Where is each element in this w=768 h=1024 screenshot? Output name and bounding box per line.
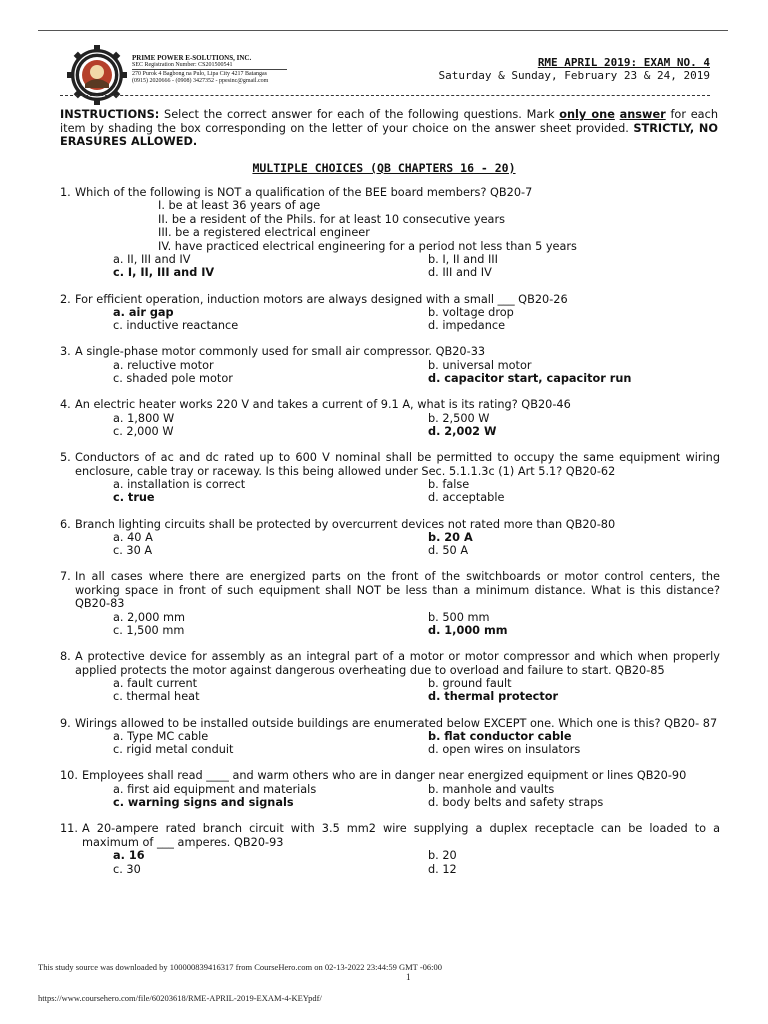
company-contact: (0915) 2020666 - (0908) 3427352 - ppesinc@gmail.com	[132, 77, 269, 84]
instructions-strict: STRICTLY, NO ERASURES ALLOWED.	[60, 121, 718, 148]
question-statement: I. be at least 36 years of age	[158, 199, 321, 213]
question-item	[60, 717, 720, 757]
question-stem	[60, 186, 720, 199]
question-stem	[60, 570, 720, 610]
question-item	[60, 345, 720, 385]
download-note: This study source was downloaded by 100000839416317 from CourseHero.com on 02-13-2022 23:44:59 GMT -06:00	[38, 962, 443, 972]
choice-grid	[60, 412, 720, 439]
choice-grid	[60, 306, 720, 333]
dashed-divider	[60, 95, 710, 106]
choice-d: d. 12	[428, 862, 457, 876]
instructions-text: Select the correct answer for each of the following questions. Mark	[159, 108, 560, 121]
question-number: 6.	[60, 517, 71, 531]
choice-c: c. 30	[113, 862, 141, 876]
question-item	[60, 518, 720, 558]
instructions-emphasis: only one	[559, 108, 615, 121]
question-list	[60, 186, 720, 889]
choice-c: c. inductive reactance	[113, 319, 239, 333]
choice-a: a. 1,800 W	[113, 411, 175, 425]
top-rule	[38, 30, 728, 31]
question-text: In all cases where there are energized parts on the front of the switchboards or motor control centers, the working space in front of such equipment shall NOT be less than a minimum distance. What is this distance? QB20-83	[75, 570, 720, 611]
choice-a: a. installation is correct	[113, 478, 246, 492]
question-number: 10.	[60, 769, 78, 783]
choice-b: b. manhole and vaults	[428, 782, 555, 796]
instructions	[60, 108, 718, 149]
instructions-text: for each item by shading the box corresponding on the letter of your choice on the answer sheet provided.	[60, 108, 718, 135]
choice-a: a. II, III and IV	[113, 253, 191, 267]
choice-grid	[60, 531, 720, 558]
choice-d: d. open wires on insulators	[428, 743, 581, 757]
question-statement: IV. have practiced electrical engineering for a period not less than 5 years	[158, 239, 577, 253]
company-name: PRIME POWER E-SOLUTIONS, INC.	[132, 54, 252, 62]
question-item	[60, 570, 720, 637]
instructions-label: INSTRUCTIONS:	[60, 108, 160, 121]
question-stem	[60, 345, 720, 358]
choice-grid	[60, 849, 720, 876]
choice-a: a. air gap	[113, 305, 174, 319]
question-stem	[60, 451, 720, 478]
question-item	[60, 451, 720, 505]
company-info	[132, 55, 287, 84]
question-text: For efficient operation, induction motors are always designed with a small ___ QB20-26	[75, 292, 568, 306]
choice-c: c. 2,000 W	[113, 425, 174, 439]
question-text: Wirings allowed to be installed outside buildings are enumerated below EXCEPT one. Which one is this? QB20- 87	[75, 716, 718, 730]
choice-d: d. impedance	[428, 319, 506, 333]
choice-b: b. 20 A	[428, 530, 473, 544]
choice-a: a. first aid equipment and materials	[113, 782, 317, 796]
page-number: 1	[406, 972, 411, 982]
source-url: https://www.coursehero.com/file/60203618/RME-APRIL-2019-EXAM-4-KEYpdf/	[38, 993, 322, 1003]
exam-heading	[438, 56, 710, 82]
question-text: An electric heater works 220 V and takes a current of 9.1 A, what is its rating? QB20-46	[75, 398, 571, 412]
choice-d: d. III and IV	[428, 266, 492, 280]
question-statement: III. be a registered electrical engineer	[158, 226, 370, 240]
sec-registration: SEC Registration Number: CS201500541	[132, 61, 233, 68]
choice-a: a. fault current	[113, 677, 198, 690]
choice-a: a. Type MC cable	[113, 729, 209, 743]
choice-b: b. false	[428, 478, 470, 492]
question-number: 11.	[60, 822, 78, 836]
choice-b: b. 2,500 W	[428, 411, 490, 425]
question-item	[60, 398, 720, 438]
question-number: 2.	[60, 292, 71, 306]
question-stem	[60, 769, 720, 782]
choice-c: c. I, II, III and IV	[113, 266, 215, 280]
choice-grid	[60, 677, 720, 704]
question-number: 5.	[60, 451, 71, 465]
choice-b: b. I, II and III	[428, 253, 498, 267]
question-number: 7.	[60, 570, 71, 584]
question-item	[60, 822, 720, 876]
question-number: 8.	[60, 650, 71, 664]
question-item	[60, 650, 720, 704]
choice-a: a. 16	[113, 849, 145, 863]
choice-grid	[60, 783, 720, 810]
choice-grid	[60, 253, 720, 280]
choice-a: a. 40 A	[113, 530, 153, 544]
choice-b: b. 500 mm	[428, 610, 490, 624]
question-number: 1.	[60, 186, 71, 199]
choice-a: a. 2,000 mm	[113, 610, 186, 624]
section-title: MULTIPLE CHOICES (QB CHAPTERS 16 - 20)	[252, 161, 516, 175]
question-text: A single-phase motor commonly used for small air compressor. QB20-33	[75, 345, 486, 359]
question-number: 4.	[60, 398, 71, 412]
choice-b: b. flat conductor cable	[428, 729, 572, 743]
choice-c: c. true	[113, 491, 155, 505]
question-text: Conductors of ac and dc rated up to 600 V nominal shall be permitted to occupy the same equipment wiring enclosure, cable tray or raceway. Is this being allowed under Sec. 5.1.1.3c (1) Art 5.1? QB20-62	[75, 451, 720, 478]
choice-d: d. 2,002 W	[428, 425, 497, 439]
company-divider	[132, 69, 287, 70]
question-item	[60, 186, 720, 280]
choice-grid	[60, 730, 720, 757]
instructions-emphasis: answer	[619, 108, 666, 121]
choice-c: c. 30 A	[113, 544, 153, 558]
question-text: A protective device for assembly as an integral part of a motor or motor compressor and which when properly applied protects the motor against dangerous overheating due to overload and failure to start. QB20-85	[75, 650, 720, 677]
question-stem	[60, 717, 720, 730]
choice-b: b. universal motor	[428, 358, 532, 372]
choice-c: c. 1,500 mm	[113, 624, 185, 638]
question-stem	[60, 822, 720, 849]
choice-d: d. body belts and safety straps	[428, 796, 604, 810]
choice-c: c. rigid metal conduit	[113, 743, 234, 757]
choice-d: d. 1,000 mm	[428, 624, 508, 638]
choice-b: b. voltage drop	[428, 305, 514, 319]
question-text: Which of the following is NOT a qualification of the BEE board members? QB20-7	[75, 186, 533, 199]
choice-grid	[60, 611, 720, 638]
choice-grid	[60, 359, 720, 386]
question-number: 3.	[60, 345, 71, 359]
choice-d: d. acceptable	[428, 491, 505, 505]
question-statement: II. be a resident of the Phils. for at least 10 consecutive years	[158, 212, 505, 226]
choice-c: c. thermal heat	[113, 690, 200, 704]
choice-d: d. 50 A	[428, 544, 469, 558]
exam-title: RME APRIL 2019: EXAM NO. 4	[537, 56, 710, 69]
choice-a: a. reluctive motor	[113, 358, 214, 372]
question-item	[60, 293, 720, 333]
question-text: Employees shall read ____ and warm others who are in danger near energized equipment or lines QB20-90	[82, 769, 687, 783]
company-address: 270 Purok 4 Bagbong na Pulo, Lipa City 4217 Batangas	[132, 71, 267, 77]
choice-d: d. capacitor start, capacitor run	[428, 372, 632, 386]
choice-grid	[60, 478, 720, 505]
exam-date: Saturday & Sunday, February 23 & 24, 2019	[438, 69, 710, 82]
question-item	[60, 769, 720, 809]
question-stem	[60, 650, 720, 677]
question-stem	[60, 398, 720, 411]
choice-b: b. ground fault	[428, 677, 512, 690]
choice-b: b. 20	[428, 849, 457, 863]
question-number: 9.	[60, 716, 71, 730]
question-text: Branch lighting circuits shall be protected by overcurrent devices not rated more than QB20-80	[75, 517, 616, 531]
question-stem	[60, 293, 720, 306]
choice-d: d. thermal protector	[428, 690, 559, 704]
choice-c: c. shaded pole motor	[113, 372, 233, 386]
question-stem	[60, 518, 720, 531]
question-text: A 20-ampere rated branch circuit with 3.5 mm2 wire supplying a duplex receptacle can be loaded to a maximum of ___ amperes. QB20-93	[82, 822, 720, 849]
choice-c: c. warning signs and signals	[113, 796, 294, 810]
